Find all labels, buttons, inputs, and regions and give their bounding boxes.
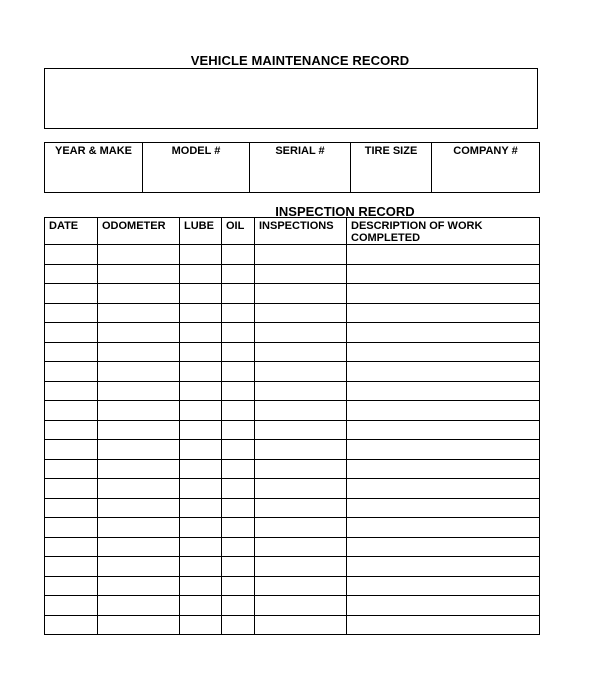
table-row <box>45 401 540 421</box>
inspections-cell[interactable] <box>255 362 347 382</box>
date-cell[interactable] <box>45 420 98 440</box>
lube-cell[interactable] <box>180 420 222 440</box>
date-cell[interactable] <box>45 284 98 304</box>
lube-cell[interactable] <box>180 498 222 518</box>
table-row <box>45 381 540 401</box>
odometer-cell[interactable] <box>98 557 180 577</box>
description-cell[interactable] <box>347 518 540 538</box>
lube-cell[interactable] <box>180 401 222 421</box>
date-cell[interactable] <box>45 479 98 499</box>
table-row <box>45 615 540 635</box>
model-cell[interactable] <box>143 143 250 193</box>
oil-cell[interactable] <box>222 323 255 343</box>
odometer-cell[interactable] <box>98 245 180 265</box>
lube-cell[interactable] <box>180 323 222 343</box>
oil-cell[interactable] <box>222 537 255 557</box>
lube-cell[interactable] <box>180 518 222 538</box>
lube-cell[interactable] <box>180 459 222 479</box>
table-row <box>45 498 540 518</box>
description-cell[interactable] <box>347 303 540 323</box>
table-row <box>45 245 540 265</box>
inspections-cell[interactable] <box>255 284 347 304</box>
odometer-cell[interactable] <box>98 498 180 518</box>
oil-cell[interactable] <box>222 479 255 499</box>
odometer-cell[interactable] <box>98 596 180 616</box>
table-row <box>45 479 540 499</box>
oil-cell[interactable] <box>222 420 255 440</box>
description-cell[interactable] <box>347 323 540 343</box>
inspections-cell[interactable] <box>255 459 347 479</box>
odometer-cell[interactable] <box>98 420 180 440</box>
tire-size-header: TIRE SIZE <box>364 145 418 157</box>
description-cell[interactable] <box>347 440 540 460</box>
table-row <box>45 557 540 577</box>
table-row <box>45 362 540 382</box>
table-row <box>45 576 540 596</box>
oil-cell[interactable] <box>222 459 255 479</box>
inspections-cell[interactable] <box>255 245 347 265</box>
tire-size-cell[interactable] <box>351 143 432 193</box>
description-cell[interactable] <box>347 498 540 518</box>
date-cell[interactable] <box>45 303 98 323</box>
description-cell[interactable] <box>347 264 540 284</box>
date-cell[interactable] <box>45 537 98 557</box>
lube-cell[interactable] <box>180 576 222 596</box>
odometer-cell[interactable] <box>98 381 180 401</box>
date-cell[interactable] <box>45 264 98 284</box>
lube-cell[interactable] <box>180 479 222 499</box>
date-cell[interactable] <box>45 518 98 538</box>
oil-cell[interactable] <box>222 557 255 577</box>
date-cell[interactable] <box>45 557 98 577</box>
inspections-cell[interactable] <box>255 420 347 440</box>
company-header: COMPANY # <box>453 145 518 157</box>
description-cell[interactable] <box>347 342 540 362</box>
table-row <box>45 420 540 440</box>
description-cell[interactable] <box>347 401 540 421</box>
description-header: DESCRIPTION OF WORK COMPLETED <box>347 218 540 245</box>
odometer-cell[interactable] <box>98 303 180 323</box>
oil-cell[interactable] <box>222 264 255 284</box>
table-row <box>45 440 540 460</box>
date-cell[interactable] <box>45 440 98 460</box>
lube-cell[interactable] <box>180 615 222 635</box>
vehicle-info-table <box>44 142 540 193</box>
oil-cell[interactable] <box>222 498 255 518</box>
date-cell[interactable] <box>45 381 98 401</box>
serial-header: SERIAL # <box>275 145 325 157</box>
inspection-header-row <box>45 218 540 245</box>
description-cell[interactable] <box>347 576 540 596</box>
inspections-cell[interactable] <box>255 264 347 284</box>
date-cell[interactable] <box>45 576 98 596</box>
oil-cell[interactable] <box>222 342 255 362</box>
inspections-cell[interactable] <box>255 381 347 401</box>
lube-cell[interactable] <box>180 381 222 401</box>
year-make-cell[interactable] <box>45 143 143 193</box>
table-row <box>45 537 540 557</box>
lube-cell[interactable] <box>180 264 222 284</box>
lube-cell[interactable] <box>180 284 222 304</box>
table-row <box>45 518 540 538</box>
inspections-cell[interactable] <box>255 498 347 518</box>
inspections-cell[interactable] <box>255 342 347 362</box>
date-cell[interactable] <box>45 245 98 265</box>
odometer-cell[interactable] <box>98 284 180 304</box>
inspections-cell[interactable] <box>255 440 347 460</box>
date-cell[interactable] <box>45 596 98 616</box>
inspections-cell[interactable] <box>255 323 347 343</box>
oil-cell[interactable] <box>222 303 255 323</box>
inspections-cell[interactable] <box>255 615 347 635</box>
date-cell[interactable] <box>45 498 98 518</box>
odometer-cell[interactable] <box>98 401 180 421</box>
inspections-cell[interactable] <box>255 518 347 538</box>
date-header: DATE <box>45 218 98 245</box>
table-row <box>45 303 540 323</box>
lube-header: LUBE <box>180 218 222 245</box>
table-row <box>45 264 540 284</box>
inspections-cell[interactable] <box>255 537 347 557</box>
date-cell[interactable] <box>45 401 98 421</box>
inspections-cell[interactable] <box>255 479 347 499</box>
odometer-cell[interactable] <box>98 615 180 635</box>
table-row <box>45 323 540 343</box>
odometer-cell[interactable] <box>98 479 180 499</box>
inspections-cell[interactable] <box>255 303 347 323</box>
date-cell[interactable] <box>45 615 98 635</box>
odometer-cell[interactable] <box>98 518 180 538</box>
description-cell[interactable] <box>347 245 540 265</box>
inspections-cell[interactable] <box>255 557 347 577</box>
odometer-cell[interactable] <box>98 537 180 557</box>
inspection-title: INSPECTION RECORD <box>275 204 415 219</box>
odometer-cell[interactable] <box>98 342 180 362</box>
company-cell[interactable] <box>432 143 540 193</box>
description-cell[interactable] <box>347 479 540 499</box>
description-cell[interactable] <box>347 284 540 304</box>
lube-cell[interactable] <box>180 596 222 616</box>
inspections-cell[interactable] <box>255 401 347 421</box>
odometer-cell[interactable] <box>98 362 180 382</box>
inspections-cell[interactable] <box>255 576 347 596</box>
date-cell[interactable] <box>45 342 98 362</box>
oil-cell[interactable] <box>222 245 255 265</box>
notes-box[interactable] <box>44 68 538 129</box>
date-cell[interactable] <box>45 459 98 479</box>
oil-cell[interactable] <box>222 596 255 616</box>
oil-cell[interactable] <box>222 440 255 460</box>
lube-cell[interactable] <box>180 557 222 577</box>
lube-cell[interactable] <box>180 342 222 362</box>
oil-cell[interactable] <box>222 401 255 421</box>
date-cell[interactable] <box>45 362 98 382</box>
description-cell[interactable] <box>347 596 540 616</box>
lube-cell[interactable] <box>180 362 222 382</box>
oil-cell[interactable] <box>222 518 255 538</box>
inspection-table <box>44 217 540 635</box>
oil-cell[interactable] <box>222 576 255 596</box>
inspections-cell[interactable] <box>255 596 347 616</box>
table-row <box>45 342 540 362</box>
odometer-cell[interactable] <box>98 576 180 596</box>
odometer-header: ODOMETER <box>98 218 180 245</box>
date-cell[interactable] <box>45 323 98 343</box>
table-row <box>45 596 540 616</box>
odometer-cell[interactable] <box>98 459 180 479</box>
description-cell[interactable] <box>347 537 540 557</box>
table-row <box>45 459 540 479</box>
odometer-cell[interactable] <box>98 264 180 284</box>
oil-cell[interactable] <box>222 381 255 401</box>
description-cell[interactable] <box>347 459 540 479</box>
lube-cell[interactable] <box>180 303 222 323</box>
lube-cell[interactable] <box>180 440 222 460</box>
table-row <box>45 284 540 304</box>
oil-cell[interactable] <box>222 362 255 382</box>
odometer-cell[interactable] <box>98 323 180 343</box>
description-cell[interactable] <box>347 557 540 577</box>
description-cell[interactable] <box>347 381 540 401</box>
inspection-rows <box>45 245 540 635</box>
oil-header: OIL <box>222 218 255 245</box>
serial-cell[interactable] <box>250 143 351 193</box>
vehicle-info-row <box>45 143 540 193</box>
lube-cell[interactable] <box>180 537 222 557</box>
description-cell[interactable] <box>347 615 540 635</box>
form-title: VEHICLE MAINTENANCE RECORD <box>190 53 410 68</box>
inspections-header: INSPECTIONS <box>255 218 347 245</box>
oil-cell[interactable] <box>222 615 255 635</box>
description-cell[interactable] <box>347 420 540 440</box>
description-cell[interactable] <box>347 362 540 382</box>
odometer-cell[interactable] <box>98 440 180 460</box>
lube-cell[interactable] <box>180 245 222 265</box>
oil-cell[interactable] <box>222 284 255 304</box>
year-make-header: YEAR & MAKE <box>54 145 132 157</box>
model-header: MODEL # <box>171 145 221 157</box>
